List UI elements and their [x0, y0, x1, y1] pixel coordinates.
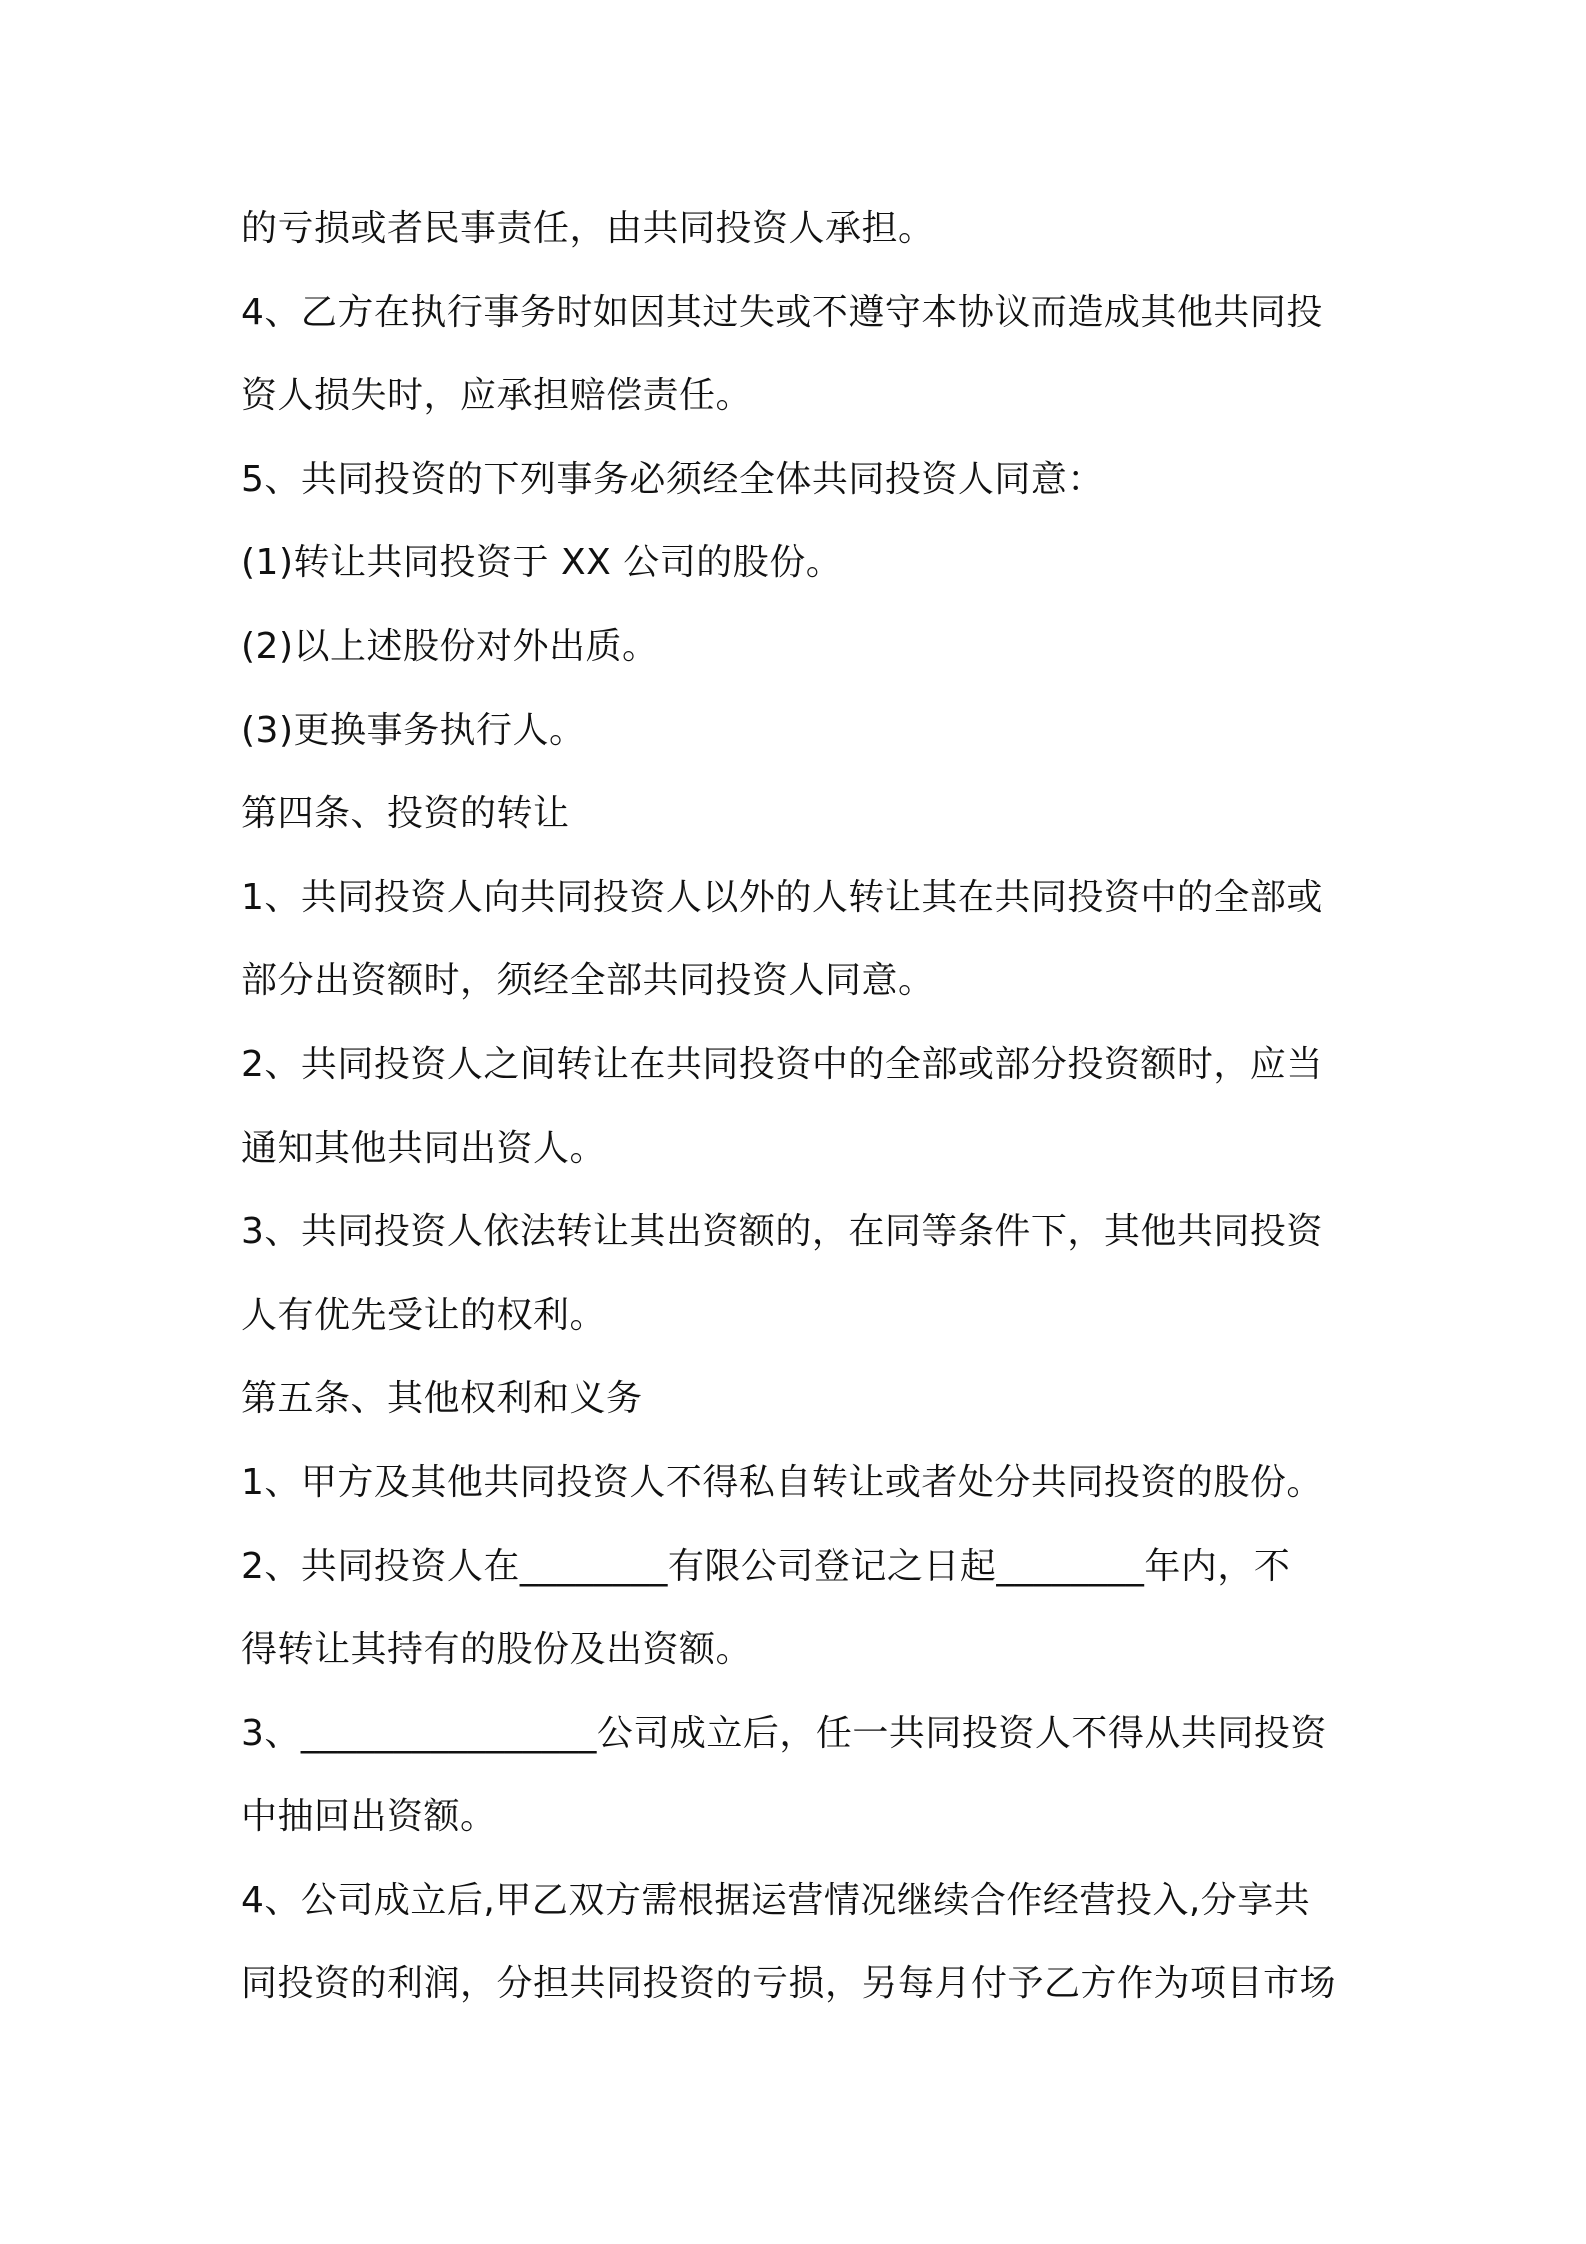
text-line: 2、共同投资人之间转让在共同投资中的全部或部分投资额时，应当 [241, 1043, 1323, 1085]
text-line: 资人损失时，应承担赔偿责任。 [241, 375, 753, 417]
text-line: 4、乙方在执行事务时如因其过失或不遵守本协议而造成其他共同投 [241, 291, 1323, 333]
list-item: (2)以上述股份对外出质。 [241, 625, 659, 667]
text-line: 人有优先受让的权利。 [241, 1294, 607, 1336]
text-line: 1、共同投资人向共同投资人以外的人转让其在共同投资中的全部或 [241, 876, 1323, 918]
list-item: (1)转让共同投资于 XX 公司的股份。 [241, 542, 843, 584]
text-line: 通知其他共同出资人。 [241, 1127, 607, 1169]
text-line: 3、共同投资人依法转让其出资额的，在同等条件下，其他共同投资 [241, 1211, 1323, 1253]
document-body [241, 200, 1361, 2039]
text-line: 4、公司成立后,甲乙双方需根据运营情况继续合作经营投入,分享共 [241, 1879, 1311, 1921]
list-item: (3)更换事务执行人。 [241, 709, 586, 751]
text-line: 中抽回出资额。 [241, 1796, 497, 1838]
text-line: 得转让其持有的股份及出资额。 [241, 1629, 753, 1671]
text-line: 3、________________公司成立后，任一共同投资人不得从共同投资 [241, 1712, 1327, 1754]
section-heading: 第四条、投资的转让 [241, 793, 570, 835]
text-line: 部分出资额时，须经全部共同投资人同意。 [241, 960, 935, 1002]
section-heading: 第五条、其他权利和义务 [241, 1378, 643, 1420]
text-line: 5、共同投资的下列事务必须经全体共同投资人同意： [241, 458, 1104, 500]
text-line: 1、甲方及其他共同投资人不得私自转让或者处分共同投资的股份。 [241, 1461, 1323, 1503]
text-line: 2、共同投资人在________有限公司登记之日起________年内，不 [241, 1545, 1291, 1587]
text-line: 的亏损或者民事责任，由共同投资人承担。 [241, 208, 935, 249]
text-line: 同投资的利润，分担共同投资的亏损，另每月付予乙方作为项目市场 [241, 1963, 1337, 2005]
